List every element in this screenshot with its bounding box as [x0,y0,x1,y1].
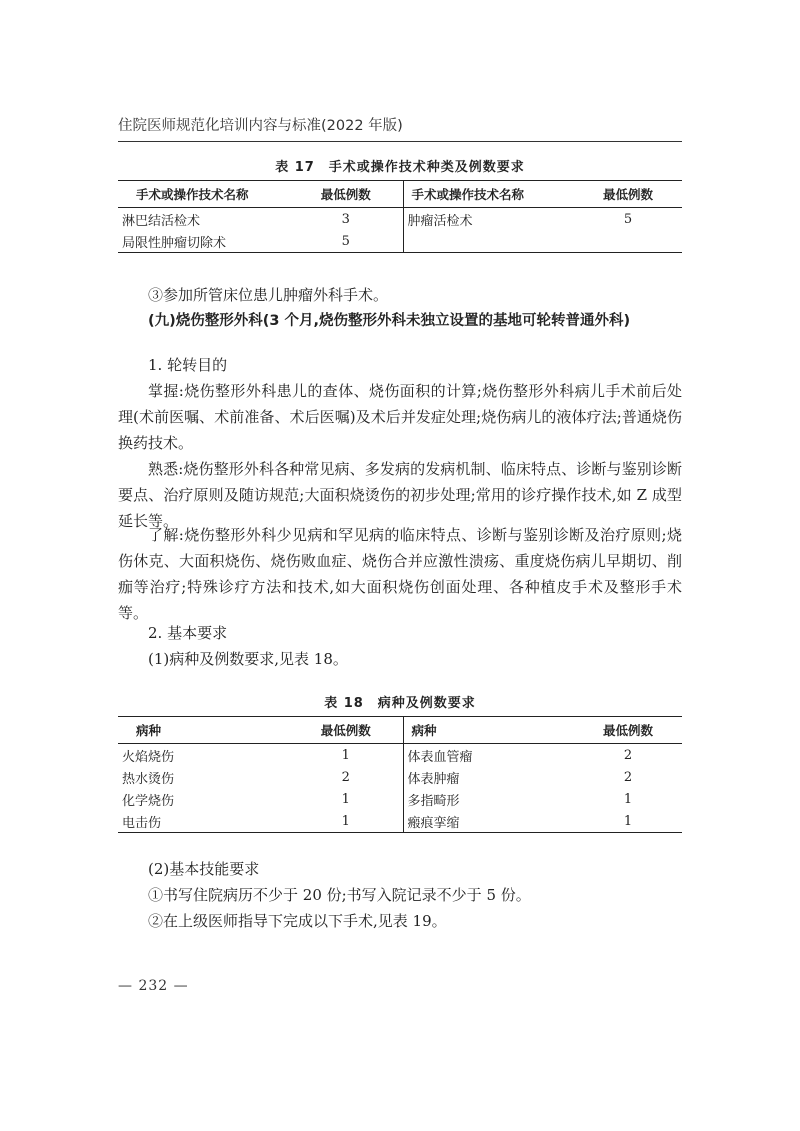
table-row [118,766,682,788]
heading-rotation-goal: 1. 轮转目的 [148,356,228,374]
table-cell: 2 [623,747,633,763]
table-18-header-disease-right: 病种 [403,717,574,744]
paragraph-skill-surgery: ②在上级医师指导下完成以下手术,见表 19。 [148,912,447,930]
running-header: 住院医师规范化培训内容与标准(2022 年版) [118,118,403,134]
paragraph-skill-records: ①书写住院病历不少于 20 份;书写入院记录不少于 5 份。 [148,886,531,904]
table-row [118,744,682,767]
table-18-header-count-right: 最低例数 [574,717,682,744]
table-cell: 体表血管瘤 [403,744,574,767]
table-cell: 肿瘤活检术 [403,208,574,231]
paragraph-familiar: 熟悉:烧伤整形外科各种常见病、多发病的发病机制、临床特点、诊断与鉴别诊断要点、治疗原则及随访规范;大面积烧烫伤的初步处理;常用的诊疗操作技术,如 Z 成型延长等。 [118,460,682,530]
table-18-caption: 表 18 病种及例数要求 [324,696,476,711]
table-cell: 1 [341,791,350,807]
table-cell: 5 [289,230,403,253]
heading-basic-requirements: 2. 基本要求 [148,624,228,642]
table-cell [403,230,574,253]
table-cell: 1 [623,791,633,807]
table-cell: 多指畸形 [403,788,574,810]
table-cell: 2 [341,769,350,785]
table-cell: 化学烧伤 [122,793,175,809]
table-17-header-count-right: 最低例数 [574,181,682,208]
table-cell: 1 [289,810,403,833]
header-rule [118,141,682,142]
table-cell: 2 [623,769,633,785]
table-row [118,230,682,253]
table-17-header-name-left: 手术或操作技术名称 [118,181,289,208]
table-cell: 1 [341,747,350,763]
table-cell: 5 [623,211,633,227]
paragraph-understand: 了解:烧伤整形外科少见病和罕见病的临床特点、诊断与鉴别诊断及治疗原则;烧伤休克、大面积烧伤、烧伤败血症、烧伤合并应激性溃疡、重度烧伤病儿早期切、削痂等治疗;特殊诊疗方法和技术,如大面积烧伤创面处理、各种植皮手术及整形手术等。 [118,526,682,622]
table-cell: 淋巴结活检术 [122,213,201,229]
table-17-caption: 表 17 手术或操作技术种类及例数要求 [275,160,525,175]
page-number: — 232 — [118,978,189,994]
table-row [118,208,682,231]
section-heading-burn-plastic: (九)烧伤整形外科(3 个月,烧伤整形外科未独立设置的基地可轮转普通外科) [148,313,631,329]
table-cell [574,230,682,253]
table-row [118,788,682,810]
table-cell: 热水烫伤 [122,771,175,787]
table-cell: 局限性肿瘤切除术 [118,230,289,253]
table-cell: 体表肿瘤 [403,766,574,788]
table-row [118,810,682,833]
table-17-header-count-left: 最低例数 [289,181,403,208]
table-18-header-count-left: 最低例数 [289,717,403,744]
table-cell: 电击伤 [118,810,289,833]
table-18 [118,716,682,833]
table-18-header-disease-left: 病种 [118,717,289,744]
paragraph-surgery: ③参加所管床位患儿肿瘤外科手术。 [148,286,389,304]
table-cell: 1 [574,810,682,833]
table-cell: 火焰烧伤 [122,749,175,765]
paragraph-master: 掌握:烧伤整形外科患儿的查体、烧伤面积的计算;烧伤整形外科病儿手术前后处理(术前医嘱、术前准备、术后医嘱)及术后并发症处理;烧伤病儿的液体疗法;普通烧伤换药技术。 [118,382,682,452]
table-cell: 瘢痕挛缩 [403,810,574,833]
table-cell: 3 [341,211,350,227]
paragraph-requirement-1: (1)病种及例数要求,见表 18。 [148,650,348,668]
table-17 [118,180,682,253]
table-17-header-name-right: 手术或操作技术名称 [403,181,574,208]
heading-basic-skills: (2)基本技能要求 [148,860,260,878]
